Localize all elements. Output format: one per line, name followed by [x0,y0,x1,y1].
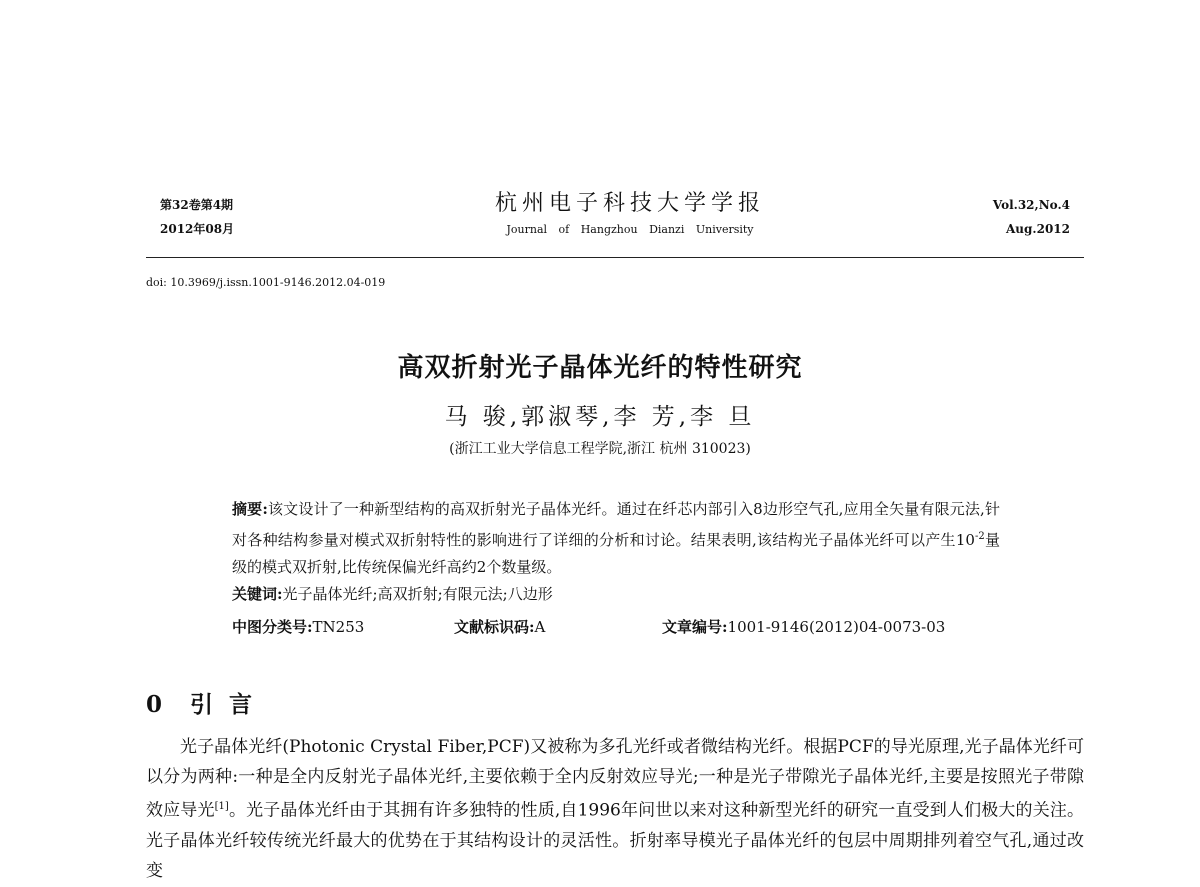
article-number [662,616,945,637]
authors: 马 骏,郭淑琴,李 芳,李 旦 [444,404,756,430]
body-text [146,732,1084,886]
doc-code [454,616,545,637]
keywords-text: 光子晶体光纤;高双折射;有限元法;八边形 [282,585,553,603]
clc-code [232,616,364,637]
journal-title-en: Journal of Hangzhou Dianzi University [506,223,754,236]
section-heading [146,686,256,719]
volume-issue-en: Vol.32,No.4 [992,198,1070,212]
doc-code-label: 文献标识码: [454,618,535,636]
body-text-b: 。光子晶体光纤由于其拥有许多独特的性质,自1996年问世以来对这种新型光纤的研究一直受到人们极大的关注。光子晶体光纤较传统光纤最大的优势在于其结构设计的灵活性。折射率导模光子晶体光纤的包层中周期排列着空气孔,通过改变 [146,800,1085,881]
body-text-a: 光子晶体光纤(Photonic Crystal Fiber,PCF)又被称为多孔光纤或者微结构光纤。根据PCF的导光原理,光子晶体光纤可以分为两种:一种是全内反射光子晶体光纤,主要依赖于全内反射效应导光;一种是光子带隙光子晶体光纤,主要是按照光子带隙效应导光 [146,737,1084,821]
clc-value: TN253 [312,618,365,636]
journal-title-cn: 杭州电子科技大学学报 [494,191,765,216]
abstract-label: 摘要: [232,500,268,518]
article-no-label: 文章编号: [662,618,728,636]
abstract-text-b: 量级的模式双折射,比传统保偏光纤高约2个数量级。 [232,531,1000,576]
header-left [160,193,234,241]
paper-title: 高双折射光子晶体光纤的特性研究 [397,353,803,383]
doi: doi: 10.3969/j.issn.1001-9146.2012.04-019 [146,276,386,289]
abstract [232,496,1000,608]
abstract-paragraph [232,496,1000,581]
header-rule [146,257,1084,258]
header-right [993,193,1070,241]
affiliation: (浙江工业大学信息工程学院,浙江 杭州 310023) [449,441,751,457]
section-number: 0 [146,691,167,718]
article-no-value: 1001-9146(2012)04-0073-03 [727,618,946,636]
keywords-label: 关键词: [232,585,283,603]
doc-code-value: A [534,618,546,636]
journal-header [380,186,880,236]
body-paragraph [146,732,1084,886]
clc-label: 中图分类号: [232,618,313,636]
keywords [232,581,1000,608]
citation: [1] [214,801,229,812]
section-title: 引 言 [190,691,257,718]
date-cn: 2012年08月 [160,222,235,236]
abstract-text-a: 该文设计了一种新型结构的高双折射光子晶体光纤。通过在纤芯内部引入8边形空气孔,应用全矢量有限元法,针对各种结构参量对模式双折射特性的影响进行了详细的分析和讨论。结果表明,该结构光子晶体光纤可以产生10 [232,500,1000,549]
date-en: Aug.2012 [1005,222,1070,236]
volume-issue-cn: 第32卷第4期 [160,198,234,212]
abstract-superscript: -2 [974,531,985,542]
